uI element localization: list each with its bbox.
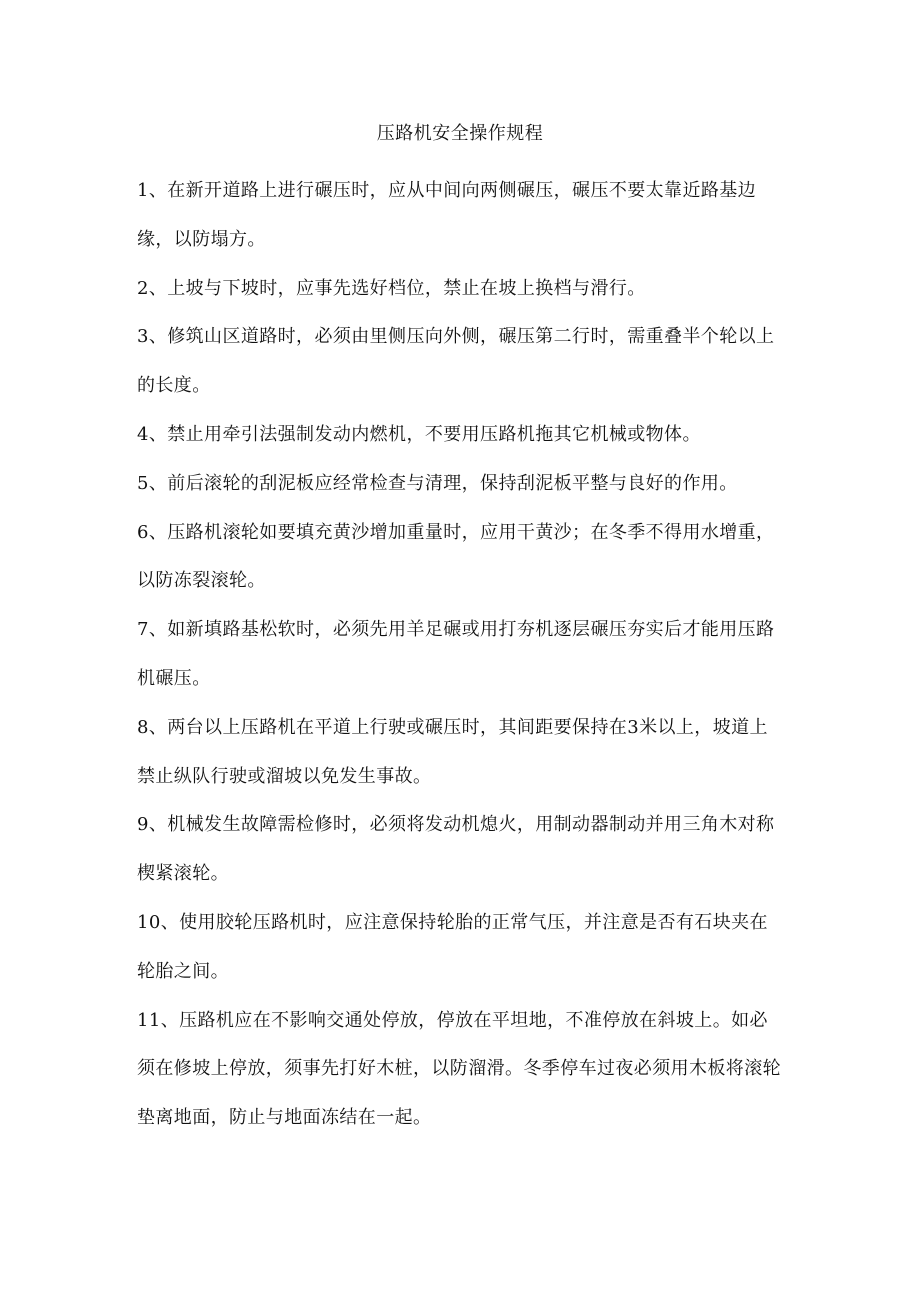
rule-item-5: 5、前后滚轮的刮泥板应经常检查与清理，保持刮泥板平整与良好的作用。 [137,472,738,494]
rule-item-10: 10、使用胶轮压路机时，应注意保持轮胎的正常气压，并注意是否有石块夹在轮胎之间。 [137,911,768,982]
rule-item-1: 1、在新开道路上进行碾压时，应从中间向两侧碾压，碾压不要太靠近路基边缘，以防塌方。 [137,180,757,250]
rule-item-8: 8、两台以上压路机在平道上行驶或碾压时，其间距要保持在3米以上，坡道上禁止纵队行驶或溜坡以免发生事故。 [137,716,768,787]
rules-list [137,167,785,1143]
rule-item-11: 11、压路机应在不影响交通处停放，停放在平坦地，不准停放在斜坡上。如必须在修坡上停放，须事先打好木桩，以防溜滑。冬季停车过夜必须用木板将滚轮垫离地面，防止与地面冻结在一起。 [137,1009,781,1129]
rule-item-7: 7、如新填路基松软时，必须先用羊足碾或用打夯机逐层碾压夯实后才能用压路机碾压。 [137,619,775,689]
document-title: 压路机安全操作规程 [376,123,544,144]
rule-item-2: 2、上坡与下坡时，应事先选好档位，禁止在坡上换档与滑行。 [137,277,646,299]
rule-item-6: 6、压路机滚轮如要填充黄沙增加重量时，应用干黄沙；在冬季不得用水增重，以防冻裂滚轮。 [137,521,775,592]
rule-item-4: 4、禁止用牵引法强制发动内燃机，不要用压路机拖其它机械或物体。 [137,423,701,445]
rule-item-9: 9、机械发生故障需检修时，必须将发动机熄火，用制动器制动并用三角木对称楔紧滚轮。 [137,814,775,885]
rule-item-3: 3、修筑山区道路时，必须由里侧压向外侧，碾压第二行时，需重叠半个轮以上的长度。 [137,326,775,397]
